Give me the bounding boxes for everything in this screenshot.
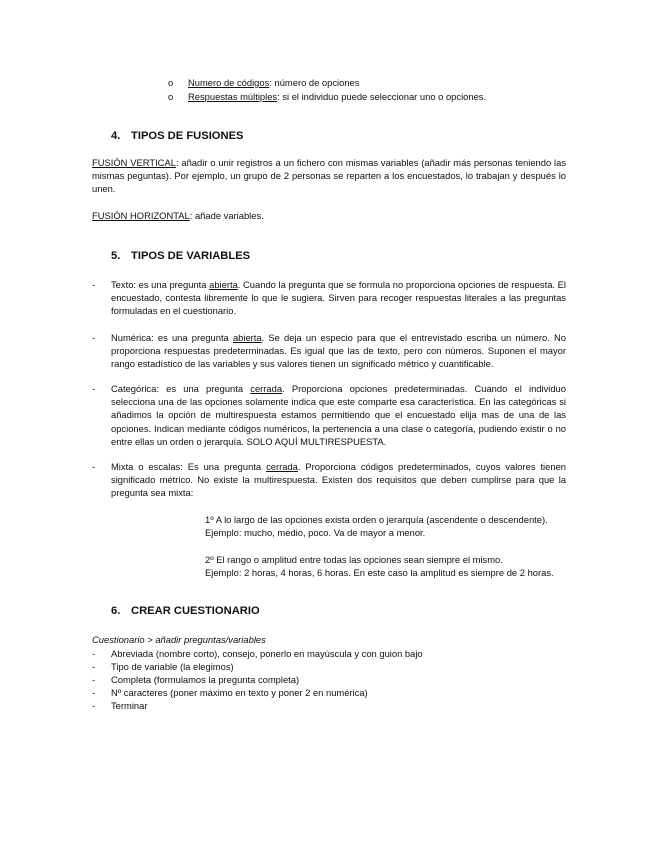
fusion-vertical-term: FUSIÓN VERTICAL — [92, 157, 176, 168]
section-5-heading — [111, 250, 250, 263]
list-item — [92, 647, 423, 660]
requirement-example: Ejemplo: mucho, medio, poco. Va de mayor a menor. — [205, 527, 426, 539]
section-title: TIPOS DE FUSIONES — [131, 130, 244, 142]
sub-bullet-text: : número de opciones — [269, 77, 360, 88]
sub-bullet-term: Numero de códigos — [188, 77, 270, 88]
variable-categorica-item — [92, 382, 566, 448]
list-item-text: Terminar — [111, 700, 148, 711]
list-item — [92, 686, 368, 699]
section-number: 4. — [111, 130, 121, 142]
cuestionario-path: Cuestionario > añadir preguntas/variables — [92, 634, 266, 645]
fusion-horizontal-term: FUSIÓN HORIZONTAL — [92, 210, 190, 221]
variable-texto-item — [92, 278, 566, 318]
dash-bullet-icon: - — [92, 687, 96, 698]
dash-bullet-icon: - — [92, 279, 96, 290]
dash-bullet-icon: - — [92, 461, 96, 472]
sub-bullet-respuestas-multiples — [168, 90, 486, 103]
item-underlined: abierta — [209, 279, 238, 290]
sub-bullet-numero-codigos — [168, 76, 359, 89]
sub-bullet-text: : si el individuo puede seleccionar uno o opciones. — [277, 91, 487, 102]
dash-bullet-icon: - — [92, 661, 96, 672]
dash-bullet-icon: - — [92, 383, 96, 394]
item-text: . Se deja un especio para que el entrevistado escriba un número. No proporciona respuestas predeterminadas. Es igual que las de texto, pero con números. Suponen el mayor rango estadístico de las variables y sus valores tienen un significado métrico y cuantificable. — [111, 332, 566, 370]
item-text: Mixta o escalas: Es una pregunta — [111, 461, 267, 472]
list-item — [92, 660, 234, 673]
requirement-line: 2º El rango o amplitud entre todas las opciones sean siempre el mismo. — [205, 554, 503, 565]
item-text: Numérica: es una pregunta — [111, 332, 233, 343]
item-text: Texto: es una pregunta — [111, 279, 210, 290]
requirement-2 — [205, 553, 567, 579]
section-title: CREAR CUESTIONARIO — [131, 605, 260, 617]
section-number: 5. — [111, 250, 121, 262]
list-item — [92, 699, 147, 712]
dash-bullet-icon: - — [92, 332, 96, 343]
variable-mixta-item — [92, 460, 566, 500]
fusion-horizontal-text: : añade variables. — [189, 210, 264, 221]
fusion-vertical-paragraph — [92, 156, 566, 196]
item-text: Categórica: es una pregunta — [111, 383, 251, 394]
list-item-text: Completa (formulamos la pregunta completa) — [111, 674, 300, 685]
list-item-text: Nº caracteres (poner máximo en texto y poner 2 en numérica) — [111, 687, 368, 698]
fusion-horizontal-paragraph — [92, 209, 566, 222]
item-underlined: cerrada — [250, 383, 283, 394]
dash-bullet-icon: - — [92, 674, 96, 685]
requirement-1 — [205, 513, 567, 539]
requirement-example: Ejemplo: 2 horas, 4 horas, 6 horas. En este caso la amplitud es siempre de 2 horas. — [205, 567, 554, 579]
list-item-text: Abreviada (nombre corto), consejo, ponerlo en mayúscula y con guion bajo — [111, 648, 423, 659]
circle-bullet-icon: o — [168, 91, 174, 102]
section-6-heading — [111, 605, 260, 618]
fusion-vertical-text: : añadir o unir registros a un fichero con mismas variables (añadir más personas teniendo las mismas peguntas). Por ejemplo, un grupo de 2 personas se reparten a los encuestados, lo trabajan y después lo unen. — [92, 157, 567, 195]
circle-bullet-icon: o — [168, 77, 174, 88]
item-underlined: cerrada — [266, 461, 298, 472]
dash-bullet-icon: - — [92, 700, 96, 711]
section-4-heading — [111, 130, 244, 143]
item-text: . Proporciona códigos predeterminados, cuyos valores tienen significado métrico. No existe la multirespuesta. Existen dos requisitos que deben cumplirse para que la pregunta sea mixta: — [111, 461, 566, 499]
item-text: . Cuando la pregunta que se formula no proporciona opciones de respuesta. El encuestado, contesta libremente lo que le sugiera. Sirven para recoger respuestas literales a las preguntas formuladas en el cuestionario. — [111, 279, 567, 317]
section-number: 6. — [111, 605, 121, 617]
item-underlined: abierta — [232, 332, 262, 343]
list-item-text: Tipo de variable (la elegimos) — [111, 661, 234, 672]
item-text: . Proporciona opciones predeterminadas. Cuando el individuo selecciona una de las opciones solamente indica que este comparte esa característica. En las categóricas si añadimos la opción de multirespuesta estamos permitiendo que el encuestado elija mas de una de las opciones. Indican mediante códigos numéricos, la pertenencia a una clase o categoría, pudiendo existir o no entre ellas un orden o jerarquía. SOLO AQUÍ MULTIRESPUESTA. — [111, 383, 566, 447]
dash-bullet-icon: - — [92, 648, 96, 659]
requirement-line: 1º A lo largo de las opciones exista orden o jerarquía (ascendente o descendente). — [205, 514, 548, 525]
section-title: TIPOS DE VARIABLES — [131, 250, 251, 262]
sub-bullet-term: Respuestas múltiples — [188, 91, 278, 102]
list-item — [92, 673, 299, 686]
variable-numerica-item — [92, 331, 566, 371]
